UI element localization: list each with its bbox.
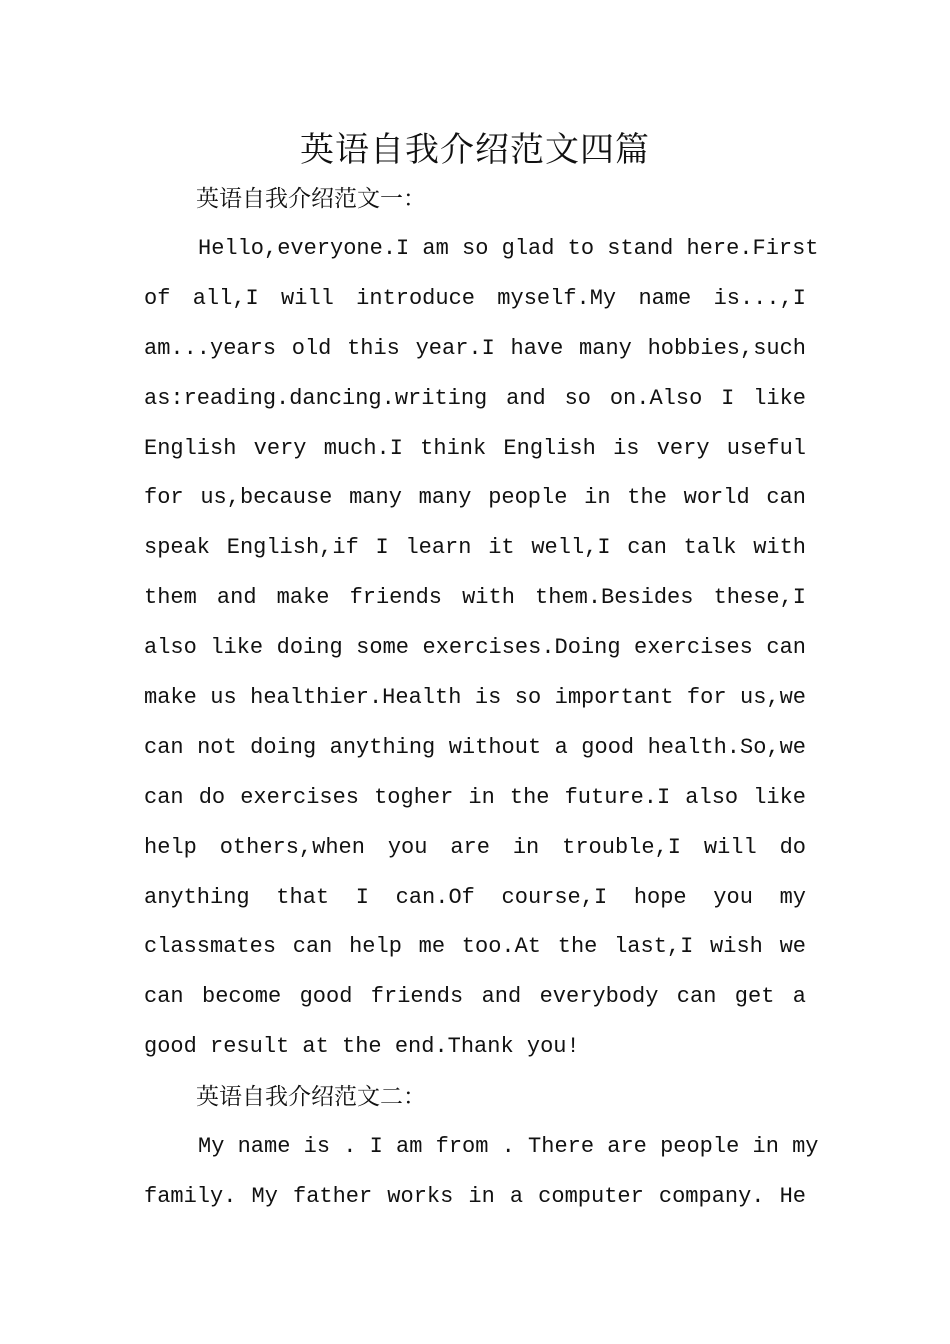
document-body: [144, 174, 819, 1222]
paragraph-line: classmates can help me too.At the last,I wish we: [144, 934, 806, 960]
paragraph-line: am...years old this year.I have many hobbies,such: [144, 335, 806, 361]
paragraph-1: [144, 224, 819, 1072]
paragraph-line: My name is . I am from . There are people in my: [198, 1134, 819, 1160]
paragraph-line: can do exercises togher in the future.I also like: [144, 784, 806, 810]
paragraph-line: Hello,everyone.I am so glad to stand here.First: [198, 236, 819, 261]
section-heading-1: 英语自我介绍范文一：: [196, 186, 426, 212]
paragraph-2: [144, 1122, 819, 1222]
paragraph-line: make us healthier.Health is so important for us,we: [144, 685, 806, 711]
document-title: 英语自我介绍范文四篇: [300, 130, 650, 170]
section-heading-2: 英语自我介绍范文二：: [196, 1084, 426, 1111]
paragraph-line: them and make friends with them.Besides these,I: [144, 585, 806, 611]
paragraph-line: also like doing some exercises.Doing exercises can: [144, 635, 806, 661]
paragraph-line: of all,I will introduce myself.My name is...,I: [144, 285, 806, 311]
paragraph-line: speak English,if I learn it well,I can talk with: [144, 535, 806, 561]
paragraph-line: for us,because many many people in the world can: [144, 485, 806, 511]
paragraph-line: family. My father works in a computer company. He: [144, 1184, 806, 1210]
paragraph-line: can become good friends and everybody can get a: [144, 984, 806, 1010]
paragraph-line: help others,when you are in trouble,I will do: [144, 834, 806, 860]
paragraph-line: English very much.I think English is very useful: [144, 435, 806, 461]
paragraph-line: anything that I can.Of course,I hope you my: [144, 884, 806, 910]
paragraph-line: good result at the end.Thank you!: [144, 1034, 580, 1060]
paragraph-line: as:reading.dancing.writing and so on.Also I like: [144, 385, 806, 411]
paragraph-line: can not doing anything without a good health.So,we: [144, 734, 806, 760]
